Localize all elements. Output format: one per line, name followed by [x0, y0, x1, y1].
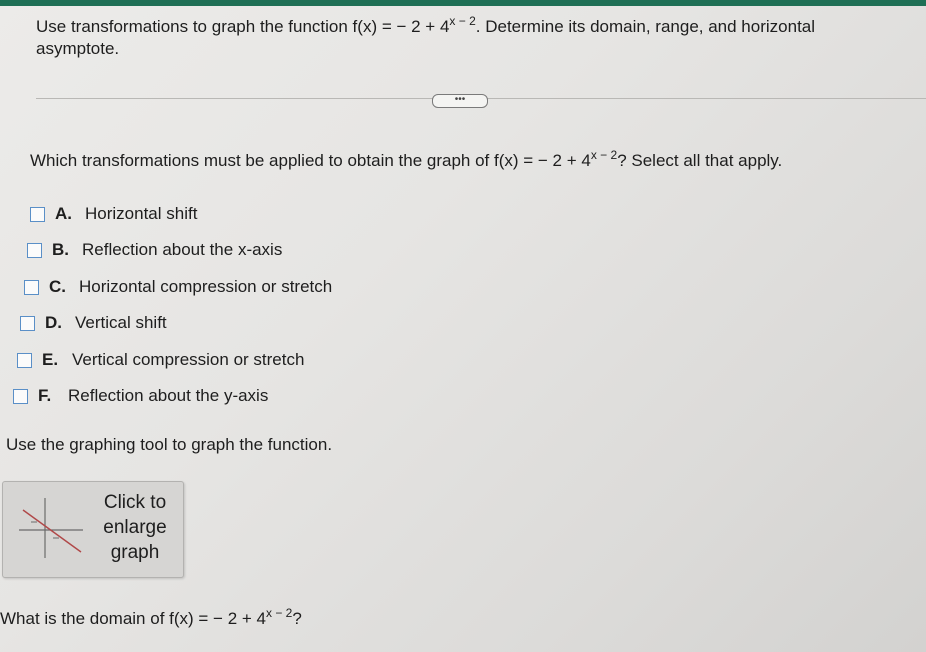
option-e-letter: E. [42, 350, 59, 369]
graphing-tool-prompt: Use the graphing tool to graph the function. [6, 435, 333, 454]
domain-exponent: x − 2 [266, 606, 293, 620]
option-a-checkbox[interactable] [30, 207, 45, 222]
top-accent-bar [0, 0, 926, 6]
option-b[interactable] [27, 240, 282, 260]
transformations-prompt: Which transformations must be applied to obtain the graph of f(x) = − $2 + 4^{x - 2}$? Select all that apply. [30, 148, 783, 170]
option-f-label: Reflection about the y-axis [68, 386, 269, 405]
option-c[interactable] [24, 277, 332, 297]
enlarge-graph-label: Click to enlarge graph [103, 492, 167, 563]
option-c-checkbox[interactable] [24, 280, 39, 295]
graph-thumbnail-icon [15, 494, 87, 562]
option-c-letter: C. [49, 277, 66, 296]
option-b-checkbox[interactable] [27, 243, 42, 258]
question-exponent: x − 2 [449, 14, 476, 28]
option-f[interactable] [13, 386, 268, 406]
domain-question: What is the domain of f(x) = − $2 + 4^{x - 2}$? [0, 606, 302, 628]
option-e-label: Vertical compression or stretch [72, 350, 305, 369]
option-b-label: Reflection about the x-axis [82, 240, 283, 259]
question-prompt: Use transformations to graph the function f(x) = − $2 + 4^{x - 2}$. Determine its domain, range, and horizontal asymptote. [36, 14, 816, 58]
option-e-checkbox[interactable] [17, 353, 32, 368]
expand-more-button[interactable]: ••• [432, 94, 488, 108]
option-b-letter: B. [52, 240, 69, 259]
transformations-exponent: x − 2 [590, 148, 618, 162]
option-d-letter: D. [45, 313, 62, 332]
option-a[interactable] [30, 204, 197, 224]
option-d[interactable] [20, 313, 167, 333]
option-e[interactable] [17, 350, 304, 370]
enlarge-graph-button[interactable] [2, 481, 184, 578]
option-c-label: Horizontal compression or stretch [79, 277, 333, 296]
option-d-label: Vertical shift [75, 313, 167, 332]
option-f-checkbox[interactable] [13, 389, 28, 404]
option-a-label: Horizontal shift [85, 204, 198, 223]
option-a-letter: A. [55, 204, 72, 223]
option-f-letter: F. [38, 386, 52, 405]
option-d-checkbox[interactable] [20, 316, 35, 331]
